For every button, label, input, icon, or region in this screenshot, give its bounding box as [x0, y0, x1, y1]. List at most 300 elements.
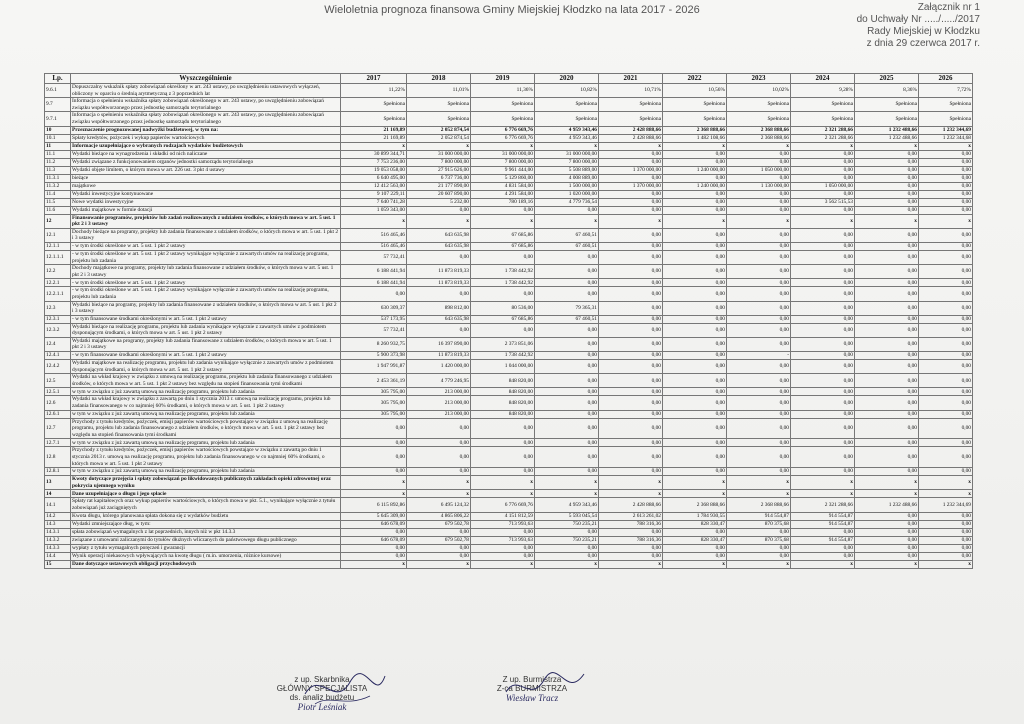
row-value: 0,00	[727, 468, 791, 476]
row-value: 0,00	[727, 190, 791, 198]
row-value: 0,00	[663, 552, 727, 560]
row-description: - w tym środki określone w art. 5 ust. 1 pkt 2 ustawy	[71, 242, 341, 250]
row-value: 0,00	[791, 166, 855, 174]
row-number: 11.3	[45, 166, 71, 174]
row-value: 0,00	[919, 360, 973, 374]
row-value: x	[407, 560, 471, 568]
row-value: 4 959 343,46	[535, 126, 599, 134]
row-value: 0,00	[727, 250, 791, 264]
row-value: 0,00	[919, 468, 973, 476]
row-description: w tym w związku z już zawartą umową na realizację programu, projektu lub zadania	[71, 388, 341, 396]
row-value: 0,00	[919, 439, 973, 447]
row-value: 0,00	[341, 552, 407, 560]
row-value: 0,00	[855, 396, 919, 410]
row-value: Spełniona	[855, 98, 919, 112]
row-value: 6 776 669,76	[471, 498, 535, 512]
row-value: x	[535, 476, 599, 490]
row-value: 0,00	[599, 242, 663, 250]
row-number: 12.1	[45, 228, 71, 242]
row-value: 11,36%	[471, 84, 535, 98]
row-value: 0,00	[791, 447, 855, 468]
row-value: 8,36%	[855, 84, 919, 98]
row-value: 0,00	[663, 374, 727, 388]
row-value: 0,00	[599, 418, 663, 439]
row-value: 0,00	[471, 447, 535, 468]
row-value: 0,00	[791, 190, 855, 198]
row-description: wypłaty z tytułu wymagalnych poręczeń i gwarancji	[71, 544, 341, 552]
row-value: 2 321 288,66	[791, 134, 855, 142]
row-value: Spełniona	[727, 98, 791, 112]
row-value: 0,00	[535, 265, 599, 279]
row-value: 2 428 888,66	[599, 498, 663, 512]
row-value: 0,00	[599, 410, 663, 418]
row-value: 0,00	[791, 206, 855, 214]
row-value: 213 000,00	[407, 396, 471, 410]
table-row	[45, 214, 973, 228]
row-value: 0,00	[727, 374, 791, 388]
row-value: 0,00	[599, 388, 663, 396]
row-value: 10,02%	[727, 84, 791, 98]
row-value: 1 482 108,66	[663, 134, 727, 142]
row-value: 0,00	[471, 250, 535, 264]
row-value: 0,00	[727, 301, 791, 315]
row-value: 2 613 261,02	[599, 512, 663, 520]
treasurer-stamp-line: ds. analiz budżetu	[289, 693, 355, 702]
row-value: Spełniona	[791, 98, 855, 112]
row-value: 0,00	[919, 206, 973, 214]
row-value: x	[407, 214, 471, 228]
row-description: Wydatki majątkowe na realizację programu, projektu lub zadania wynikające wyłącznie z zawartych umów z podmiotem dysponującym środkami, o których mowa w art. 5 ust. 1 pkt 2 ustawy	[71, 360, 341, 374]
row-value: x	[471, 214, 535, 228]
handwritten-signature-icon	[500, 664, 590, 710]
row-number: 12.3.2	[45, 323, 71, 337]
column-header-year: 2023	[727, 74, 791, 84]
row-value: 5 900 373,98	[341, 352, 407, 360]
table-row	[45, 190, 973, 198]
row-value: 848 820,00	[471, 374, 535, 388]
row-value: 0,00	[663, 388, 727, 396]
row-value: 79 365,31	[535, 301, 599, 315]
row-value: 0,00	[855, 198, 919, 206]
row-value: 0,00	[535, 323, 599, 337]
row-value: 0,00	[855, 352, 919, 360]
row-value: 0,00	[727, 323, 791, 337]
row-value: x	[791, 214, 855, 228]
row-description: - w tym finansowane środkami określonymi w art. 5 ust. 1 pkt 2 ustawy	[71, 352, 341, 360]
table-row	[45, 552, 973, 560]
handwritten-signature-icon	[300, 664, 390, 714]
table-row	[45, 544, 973, 552]
row-value: 0,00	[599, 228, 663, 242]
row-value: 0,00	[919, 544, 973, 552]
row-value: 1 232 488,66	[855, 134, 919, 142]
row-value: 0,00	[727, 360, 791, 374]
row-value: 0,00	[855, 418, 919, 439]
row-value: x	[599, 214, 663, 228]
row-value: x	[599, 142, 663, 150]
row-value: 1 420 000,00	[407, 360, 471, 374]
row-value: 6 737 736,00	[407, 174, 471, 182]
row-value: 0,00	[791, 374, 855, 388]
row-value: 1 500 000,00	[535, 182, 599, 190]
table-row	[45, 388, 973, 396]
row-value: 0,00	[341, 418, 407, 439]
column-header-year: 2020	[535, 74, 599, 84]
row-value: 0,00	[727, 447, 791, 468]
row-value: 16 397 890,00	[407, 337, 471, 351]
row-value: 0,00	[535, 410, 599, 418]
row-value: 643 635,98	[407, 242, 471, 250]
row-value: 0,00	[727, 174, 791, 182]
row-value: 0,00	[791, 287, 855, 301]
row-description: Wynik operacji niekasowych wpływających na kwotę długu ( m.in. umorzenia, różnice kursowe)	[71, 552, 341, 560]
row-value: 0,00	[919, 352, 973, 360]
row-description: Wydatki na wkład krajowy w związku z umową na realizację programu, projektu lub zadania finansowanego z udziałem środków, o których mowa w art. 5 ust. 1 pkt 2 ustawy bez względu na stopień finansowania tymi środkami	[71, 374, 341, 388]
row-value: 2 368 888,66	[663, 498, 727, 512]
row-value: 0,00	[663, 242, 727, 250]
row-value: 0,00	[663, 439, 727, 447]
table-row	[45, 512, 973, 520]
row-value: x	[791, 476, 855, 490]
row-value: 0,00	[855, 323, 919, 337]
table-row	[45, 158, 973, 166]
row-value: 1 784 930,55	[663, 512, 727, 520]
row-value: 0,00	[407, 552, 471, 560]
row-value: 0,00	[727, 206, 791, 214]
row-value: x	[599, 476, 663, 490]
row-value: 0,00	[919, 418, 973, 439]
row-value: 31 000 000,00	[471, 150, 535, 158]
row-number: 14.3.1	[45, 528, 71, 536]
row-value: 0,00	[727, 279, 791, 287]
row-value: 2 428 888,66	[599, 134, 663, 142]
row-value: 0,00	[535, 352, 599, 360]
row-value: 537 173,95	[341, 315, 407, 323]
table-row	[45, 560, 973, 568]
row-value: 643 635,98	[407, 315, 471, 323]
row-value: 0,00	[663, 265, 727, 279]
row-value: 0,00	[919, 158, 973, 166]
row-value: x	[855, 214, 919, 228]
row-value: 0,00	[663, 396, 727, 410]
row-value: 0,00	[599, 190, 663, 198]
row-number: 12.4.2	[45, 360, 71, 374]
row-value: 67 685,86	[471, 242, 535, 250]
row-value: Spełniona	[663, 98, 727, 112]
row-value: 0,00	[663, 174, 727, 182]
row-value: 0,00	[919, 536, 973, 544]
treasurer-stamp-line: z up. Skarbnika	[294, 675, 350, 684]
row-value: 0,00	[663, 337, 727, 351]
row-value: 0,00	[919, 512, 973, 520]
row-value: 0,00	[727, 410, 791, 418]
row-value: 0,00	[727, 242, 791, 250]
row-number: 11.6	[45, 206, 71, 214]
row-value: 0,00	[855, 447, 919, 468]
row-value: 0,00	[599, 396, 663, 410]
row-number: 12.6	[45, 396, 71, 410]
column-header-year: 2018	[407, 74, 471, 84]
row-value: 646 678,09	[341, 536, 407, 544]
row-value: x	[919, 214, 973, 228]
row-value: 0,00	[599, 323, 663, 337]
row-value: 8 260 932,75	[341, 337, 407, 351]
row-value: 0,00	[407, 206, 471, 214]
table-row	[45, 468, 973, 476]
row-value: 0,00	[919, 190, 973, 198]
row-value: x	[791, 560, 855, 568]
row-value: 27 915 626,00	[407, 166, 471, 174]
row-description: Nowe wydatki inwestycyjne	[71, 198, 341, 206]
table-row	[45, 174, 973, 182]
table-row	[45, 337, 973, 351]
column-header-year: 2026	[919, 74, 973, 84]
row-value: 0,00	[919, 374, 973, 388]
row-value: 0,00	[663, 352, 727, 360]
row-description: Wydatki związane z funkcjonowaniem organów jednostki samorządu terytorialnego	[71, 158, 341, 166]
table-row	[45, 142, 973, 150]
row-number: 12.4	[45, 337, 71, 351]
row-value: 7 640 741,28	[341, 198, 407, 206]
table-row	[45, 323, 973, 337]
row-value: 11,22%	[341, 84, 407, 98]
row-value: 0,00	[535, 468, 599, 476]
row-value: 0,00	[407, 439, 471, 447]
row-value: 0,00	[407, 323, 471, 337]
row-value: 1 059 343,00	[341, 206, 407, 214]
row-value: 11 873 819,33	[407, 279, 471, 287]
row-value: 2 368 888,66	[727, 126, 791, 134]
attachment-header	[820, 2, 980, 50]
table-row	[45, 410, 973, 418]
row-value: 0,00	[919, 287, 973, 301]
row-value: 57 732,41	[341, 250, 407, 264]
row-value: 67 460,51	[535, 315, 599, 323]
row-number: 14.1	[45, 498, 71, 512]
row-value: x	[919, 476, 973, 490]
table-row	[45, 536, 973, 544]
row-value: 0,00	[599, 279, 663, 287]
table-row	[45, 301, 973, 315]
row-description: majątkowe	[71, 182, 341, 190]
row-value: 0,00	[663, 158, 727, 166]
row-value: 848 820,00	[471, 388, 535, 396]
row-value: 67 685,86	[471, 315, 535, 323]
row-value: 0,00	[599, 447, 663, 468]
row-value: 0,00	[855, 174, 919, 182]
row-description: w tym w związku z już zawartą umową na realizację programu, projektu lub zadania	[71, 468, 341, 476]
row-value: 0,00	[919, 520, 973, 528]
table-row	[45, 265, 973, 279]
table-row	[45, 98, 973, 112]
row-value: 6 495 124,32	[407, 498, 471, 512]
row-value: 1 130 000,00	[727, 182, 791, 190]
row-value: 0,00	[791, 337, 855, 351]
row-value: 0,00	[471, 544, 535, 552]
row-value: 0,00	[341, 287, 407, 301]
row-value: 0,00	[855, 520, 919, 528]
page-title: Wieloletnia prognoza finansowa Gminy Miejskiej Kłodzko na lata 2017 - 2026	[324, 4, 700, 16]
row-value: -	[727, 352, 791, 360]
row-value: 4 779 246,95	[407, 374, 471, 388]
row-value: 713 993,63	[471, 520, 535, 528]
row-value: 0,00	[855, 388, 919, 396]
row-value: 0,00	[727, 544, 791, 552]
row-value: 31 000 000,00	[407, 150, 471, 158]
resolution-reference: do Uchwały Nr ...../...../2017	[856, 14, 980, 25]
row-value: 0,00	[535, 447, 599, 468]
row-value: 11 873 819,33	[407, 265, 471, 279]
row-number: 9.6.1	[45, 84, 71, 98]
row-value: 213 000,00	[407, 388, 471, 396]
row-value: 19 053 058,00	[341, 166, 407, 174]
table-row	[45, 84, 973, 98]
row-number: 9.7	[45, 98, 71, 112]
row-value: 0,00	[599, 352, 663, 360]
column-header-year: 2021	[599, 74, 663, 84]
row-number: 12.2	[45, 265, 71, 279]
row-value: x	[341, 476, 407, 490]
row-value: 0,00	[791, 418, 855, 439]
row-value: 0,00	[855, 158, 919, 166]
row-description: Dochody majątkowe na programy, projekty lub zadania finansowane z udziałem środków, o których mowa w art. 5 ust. 1 pkt 2 i 3 ustawy	[71, 265, 341, 279]
row-value: Spełniona	[727, 112, 791, 126]
row-value: 12 412 563,00	[341, 182, 407, 190]
row-value: 0,00	[727, 418, 791, 439]
row-value: 0,00	[471, 323, 535, 337]
row-value: 646 678,09	[341, 520, 407, 528]
deputy-mayor-stamp-line: Z-ca BURMISTRZA	[496, 684, 568, 693]
row-value: 0,00	[855, 150, 919, 158]
row-value: 0,00	[791, 388, 855, 396]
row-value: 750 235,21	[535, 536, 599, 544]
row-number: 9.7.1	[45, 112, 71, 126]
row-value: 2 321 288,66	[791, 126, 855, 134]
row-value: 0,00	[919, 279, 973, 287]
row-value: 1 738 442,92	[471, 265, 535, 279]
row-number: 12.1.1	[45, 242, 71, 250]
table-body	[45, 84, 973, 569]
row-value: 5 232,00	[407, 198, 471, 206]
row-value: 0,00	[341, 544, 407, 552]
row-description: Dochody bieżące na programy, projekty lub zadania finansowane z udziałem środków, o których mowa w art. 5 ust. 1 pkt 2 i 3 ustawy	[71, 228, 341, 242]
column-header-description: Wyszczególnienie	[71, 74, 341, 84]
row-value: 0,00	[791, 352, 855, 360]
row-value: 1 232 344,69	[919, 126, 973, 134]
row-description: Dane dotyczące ustawowych obligacji przychodowych	[71, 560, 341, 568]
table-row	[45, 498, 973, 512]
row-number: 12.3.1	[45, 315, 71, 323]
row-value: 0,00	[855, 182, 919, 190]
column-header-year: 2024	[791, 74, 855, 84]
deputy-mayor-signature: Wiesław Tracz	[505, 693, 559, 703]
row-value: Spełniona	[599, 98, 663, 112]
row-value: 0,00	[855, 468, 919, 476]
row-value: 20 607 890,00	[407, 190, 471, 198]
row-value: x	[663, 142, 727, 150]
row-value: x	[341, 560, 407, 568]
row-value: 4 779 736,54	[535, 198, 599, 206]
row-description: Spłaty rat kapitałowych oraz wykup papierów wartościowych, o których mowa w pkt. 5.1., wynikające wyłącznie z tytułu zobowiązań już zaciągniętych	[71, 498, 341, 512]
row-value: 0,00	[791, 279, 855, 287]
row-value: 0,00	[855, 552, 919, 560]
row-value: 0,00	[855, 544, 919, 552]
row-number: 12.7	[45, 418, 71, 439]
row-value: 9 107 229,11	[341, 190, 407, 198]
row-value: 0,00	[855, 301, 919, 315]
row-value: 0,00	[855, 279, 919, 287]
row-number: 12.2.1	[45, 279, 71, 287]
row-value: 9,28%	[791, 84, 855, 98]
row-value: 1 240 000,00	[663, 182, 727, 190]
row-value: 679 502,78	[407, 536, 471, 544]
row-value: 5 593 045,54	[535, 512, 599, 520]
row-value: x	[791, 490, 855, 498]
row-value: x	[341, 214, 407, 228]
row-value: x	[407, 476, 471, 490]
row-value: 0,00	[599, 360, 663, 374]
row-value: 67 685,86	[471, 228, 535, 242]
row-number: 12.5	[45, 374, 71, 388]
column-header-year: 2017	[341, 74, 407, 84]
row-value: 1 050 000,00	[791, 182, 855, 190]
row-value: 0,00	[663, 228, 727, 242]
table-row	[45, 528, 973, 536]
table-row	[45, 360, 973, 374]
row-value: 2 052 874,54	[407, 134, 471, 142]
row-description: związane z umowami zaliczanymi do tytułów dłużnych wliczanych do państwowego długu publicznego	[71, 536, 341, 544]
row-value: 0,00	[791, 301, 855, 315]
treasurer-stamp-line: GŁÓWNY SPECJALISTA	[276, 684, 368, 693]
row-value: 57 732,41	[341, 323, 407, 337]
row-value: 1 044 000,00	[471, 360, 535, 374]
row-value: x	[919, 142, 973, 150]
row-value: 2 052 874,54	[407, 126, 471, 134]
row-value: 0,00	[663, 418, 727, 439]
row-value: Spełniona	[471, 112, 535, 126]
row-number: 14	[45, 490, 71, 498]
table-row	[45, 242, 973, 250]
row-value: 10,56%	[663, 84, 727, 98]
row-value: 0,00	[727, 198, 791, 206]
row-value: 0,00	[663, 323, 727, 337]
row-value: 0,00	[599, 287, 663, 301]
row-value: x	[855, 142, 919, 150]
row-value: 6 776 669,76	[471, 134, 535, 142]
row-number: 14.3.3	[45, 544, 71, 552]
row-value: x	[727, 142, 791, 150]
row-number: 11	[45, 142, 71, 150]
row-value: 0,00	[663, 410, 727, 418]
row-value: 0,00	[535, 528, 599, 536]
row-value: x	[727, 476, 791, 490]
row-value: 828 330,47	[663, 520, 727, 528]
row-value: x	[471, 490, 535, 498]
row-value: 788 316,36	[599, 520, 663, 528]
row-value: 0,00	[855, 265, 919, 279]
row-description: Przychody z tytułu kredytów, pożyczek, emisji papierów wartościowych powstające w związku z umową na realizację programu, projektu lub zadania finansowanego z udziałem środków, o których mowa w art. 5 ust. 1 pkt 2 ustawy bez względu na stopień finansowania tymi środkami	[71, 418, 341, 439]
row-value: 305 795,00	[341, 410, 407, 418]
row-value: 0,00	[919, 447, 973, 468]
row-value: 713 993,63	[471, 536, 535, 544]
row-value: x	[919, 490, 973, 498]
row-value: 4 831 584,00	[471, 182, 535, 190]
row-description: - w tym środki określone w art. 5 ust. 1 pkt 2 ustawy	[71, 279, 341, 287]
row-value: 0,00	[599, 150, 663, 158]
row-value: 516 465,46	[341, 242, 407, 250]
row-value: 1 232 344,68	[919, 134, 973, 142]
row-value: 21 177 890,00	[407, 182, 471, 190]
